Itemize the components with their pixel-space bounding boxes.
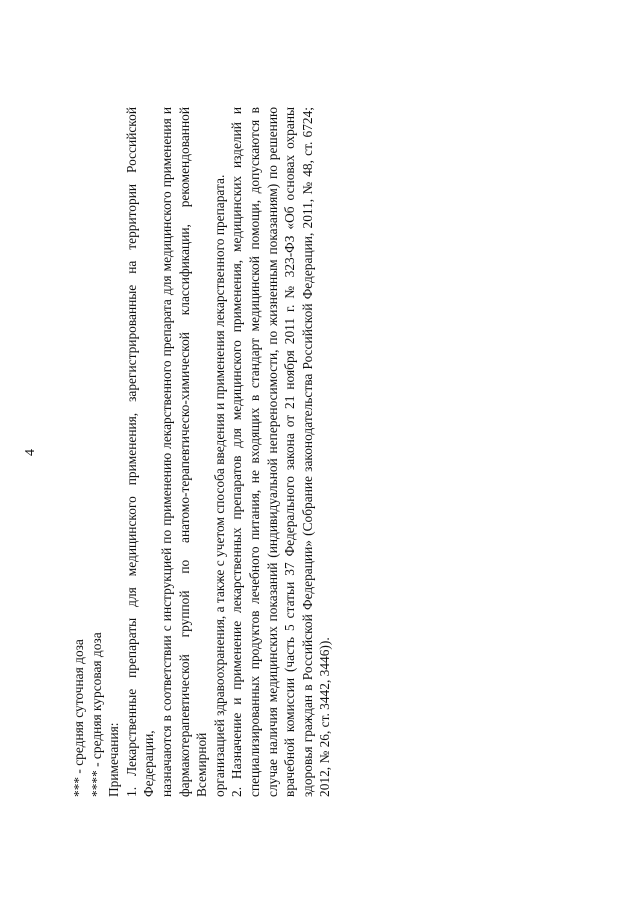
note-1-line: организацией здравоохранения, а также с учетом способа введения и применения лекарственного препарата. (211, 174, 227, 797)
note-2-line: 2. Назначение и применение лекарственных препаратов для медицинского применения, медицинских изделий и (229, 107, 245, 797)
note-2-line: случае наличия медицинских показаний (индивидуальной непереносимости, по жизненным показаниям) по решению (264, 107, 280, 797)
note-2-line: специализированных продуктов лечебного питания, не входящих в стандарт медицинской помощи, допускаются в (246, 107, 262, 797)
note-1-line: 1. Лекарственные препараты для медицинского применения, зарегистрированные на территории Российской Федерации, (123, 107, 157, 797)
note-1-line: фармакотерапевтической группой по анатомо-терапевтическо-химической классификации, рекомендованной Всемирной (176, 107, 210, 797)
page-number: 4 (23, 449, 38, 456)
note-2-line: врачебной комиссии (часть 5 статьи 37 Федерального закона от 21 ноября 2011 г. № 323-ФЗ «Об основах охраны (282, 107, 298, 797)
notes-heading: Примечания: (106, 722, 122, 797)
note-2-line: здоровья граждан в Российской Федерации» (Собрание законодательства Российской Федерации, 2011, № 48, ст. 6724; (299, 107, 315, 797)
note-1 (123, 107, 229, 797)
footnote-course-dose: **** - средняя курсовая доза (88, 632, 104, 797)
footnote-daily-dose: *** - средняя суточная доза (71, 639, 86, 797)
note-2-line: 2012, № 26, ст. 3442, 3446)). (317, 637, 333, 797)
notes-section (70, 107, 334, 797)
note-1-line: назначаются в соответствии с инструкцией по применению лекарственного препарата для медицинского применения и (158, 107, 174, 797)
note-2 (228, 107, 334, 797)
